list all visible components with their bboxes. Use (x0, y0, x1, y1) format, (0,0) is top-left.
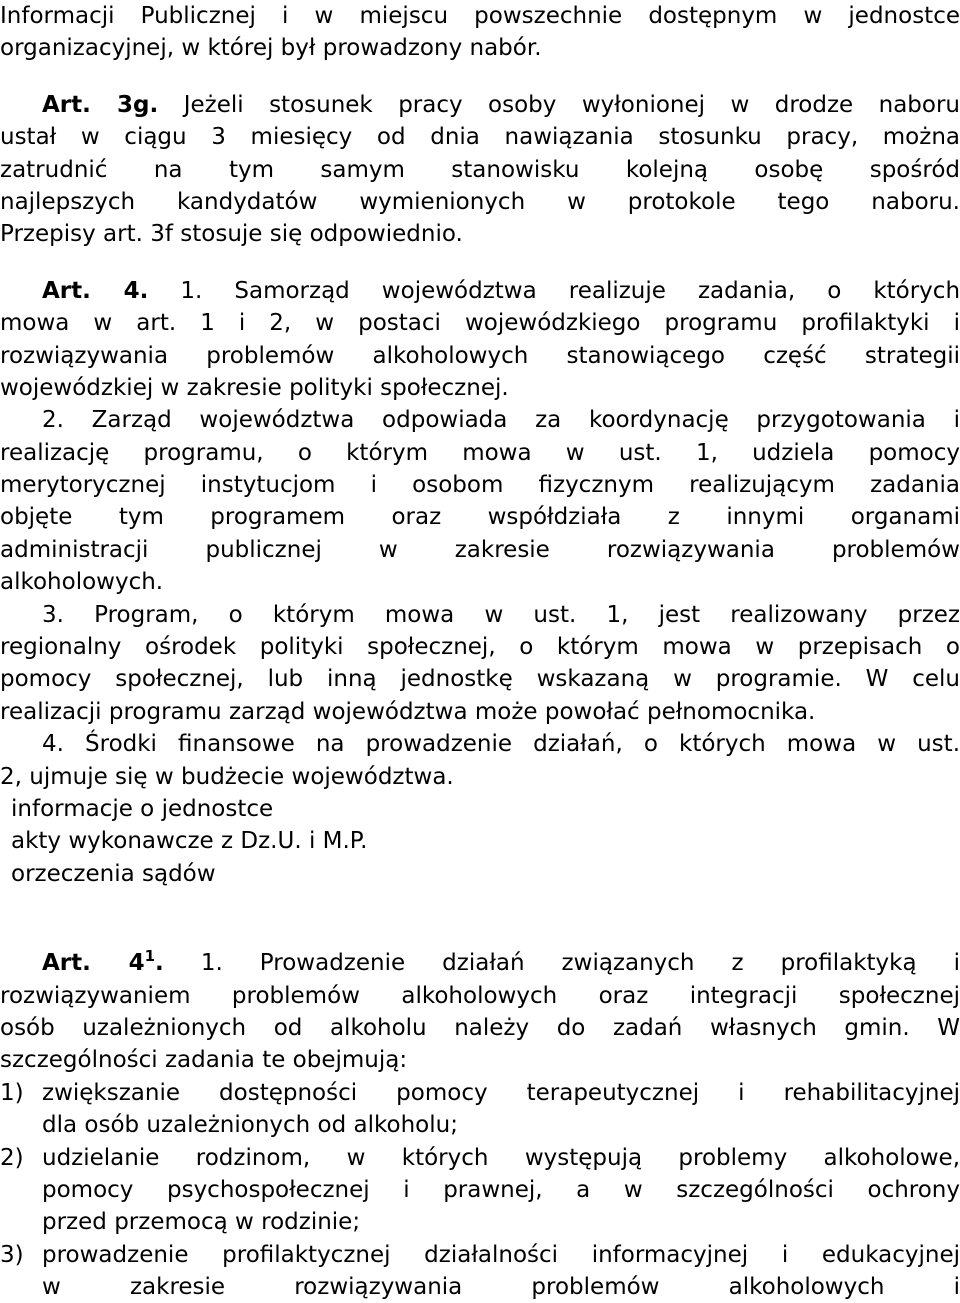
article-4-label: Art. 4. (42, 277, 149, 304)
text-line: administracji publicznej w zakresie rozwiązywania problemów (0, 536, 960, 563)
text-line: udzielanie rodzinom, w których występują problemy alkoholowe, (42, 1144, 960, 1171)
text-line: 4. Środki finansowe na prowadzenie działań, o których mowa w ust. (42, 731, 960, 758)
list-number: 2) (0, 1144, 24, 1171)
link-text[interactable]: akty wykonawcze z Dz.U. i M.P. (11, 828, 368, 855)
list-number: 3) (0, 1241, 24, 1268)
link-orzeczenia-sadow[interactable] (0, 858, 960, 890)
text-line: 3. Program, o którym mowa w ust. 1, jest realizowany przez (42, 601, 960, 628)
text-line: zwiększanie dostępności pomocy terapeutycznej i rehabilitacyjnej (42, 1079, 960, 1106)
text-line: zatrudnić na tym samym stanowisku kolejną osobę spośród (0, 156, 960, 183)
text-line: prowadzenie profilaktycznej działalności informacyjnej i edukacyjnej (42, 1241, 960, 1268)
text-line: osób uzależnionych od alkoholu należy do zadań własnych gmin. W (0, 1014, 960, 1041)
text-line: szczególności zadania te obejmują: (0, 1047, 408, 1074)
article-4-1-label (42, 947, 164, 977)
text-line: rozwiązywania problemów alkoholowych stanowiącego część strategii (0, 342, 960, 369)
text-line: rozwiązywaniem problemów alkoholowych oraz integracji społecznej (0, 982, 960, 1009)
text-line: 2, ujmuje się w budżecie województwa. (0, 763, 454, 790)
label-text: . (155, 950, 164, 977)
text-span: Jeżeli stosunek pracy osoby wyłonionej w drodze naboru (183, 91, 960, 118)
link-informacje-o-jednostce[interactable] (0, 793, 960, 825)
text-line: organizacyjnej, w której był prowadzony nabór. (0, 35, 542, 62)
text-line: najlepszych kandydatów wymienionych w protokole tego naboru. (0, 188, 960, 215)
text-line: regionalny ośrodek polityki społecznej, o którym mowa w przepisach o (0, 634, 960, 661)
link-text[interactable]: informacje o jednostce (11, 795, 274, 822)
text-line: w zakresie rozwiązywania problemów alkoholowych i (42, 1274, 960, 1301)
superscript: 1 (144, 947, 156, 966)
text-line: dla osób uzależnionych od alkoholu; (42, 1112, 458, 1139)
text-line: ustał w ciągu 3 miesięcy od dnia nawiązania stosunku pracy, można (0, 124, 960, 151)
text-line: objęte tym programem oraz współdziała z innymi organami (0, 504, 960, 531)
text-line: pomocy psychospołecznej i prawnej, a w szczególności ochrony (42, 1176, 960, 1203)
list-number: 1) (0, 1079, 24, 1106)
article-4-1-first-line (0, 947, 960, 979)
text-line: Przepisy art. 3f stosuje się odpowiednio. (0, 221, 463, 248)
label-text: Art. 4 (42, 950, 145, 977)
link-akty-wykonawcze[interactable] (0, 825, 960, 857)
list-item (0, 1239, 960, 1303)
article-3g-label: Art. 3g. (42, 91, 159, 118)
text-line: merytorycznej instytucjom i osobom fizycznym realizującym zadania (0, 472, 960, 499)
text-line: Informacji Publicznej i w miejscu powszechnie dostępnym w jednostce (0, 3, 960, 29)
list-item (0, 1077, 960, 1142)
text-line: alkoholowych. (0, 569, 164, 596)
article-3g-first-line (0, 89, 960, 121)
text-span: 1. Samorząd województwa realizuje zadania, o których (180, 277, 960, 304)
article-4-first-line (0, 275, 960, 307)
list-item (0, 1142, 960, 1239)
text-line: realizacji programu zarząd województwa może powołać pełnomocnika. (0, 698, 816, 725)
link-text[interactable]: orzeczenia sądów (11, 860, 216, 887)
text-line: przed przemocą w rodzinie; (42, 1209, 361, 1236)
text-line: pomocy społecznej, lub inną jednostkę wskazaną w programie. W celu (0, 666, 960, 693)
text-line: realizację programu, o którym mowa w ust. 1, udziela pomocy (0, 439, 960, 466)
text-line: mowa w art. 1 i 2, w postaci wojewódzkiego programu profilaktyki i (0, 310, 960, 337)
text-span: 1. Prowadzenie działań związanych z profilaktyką i (200, 950, 960, 977)
text-line: 2. Zarząd województwa odpowiada za koordynację przygotowania i (42, 407, 960, 434)
text-line: wojewódzkiej w zakresie polityki społecznej. (0, 374, 509, 401)
